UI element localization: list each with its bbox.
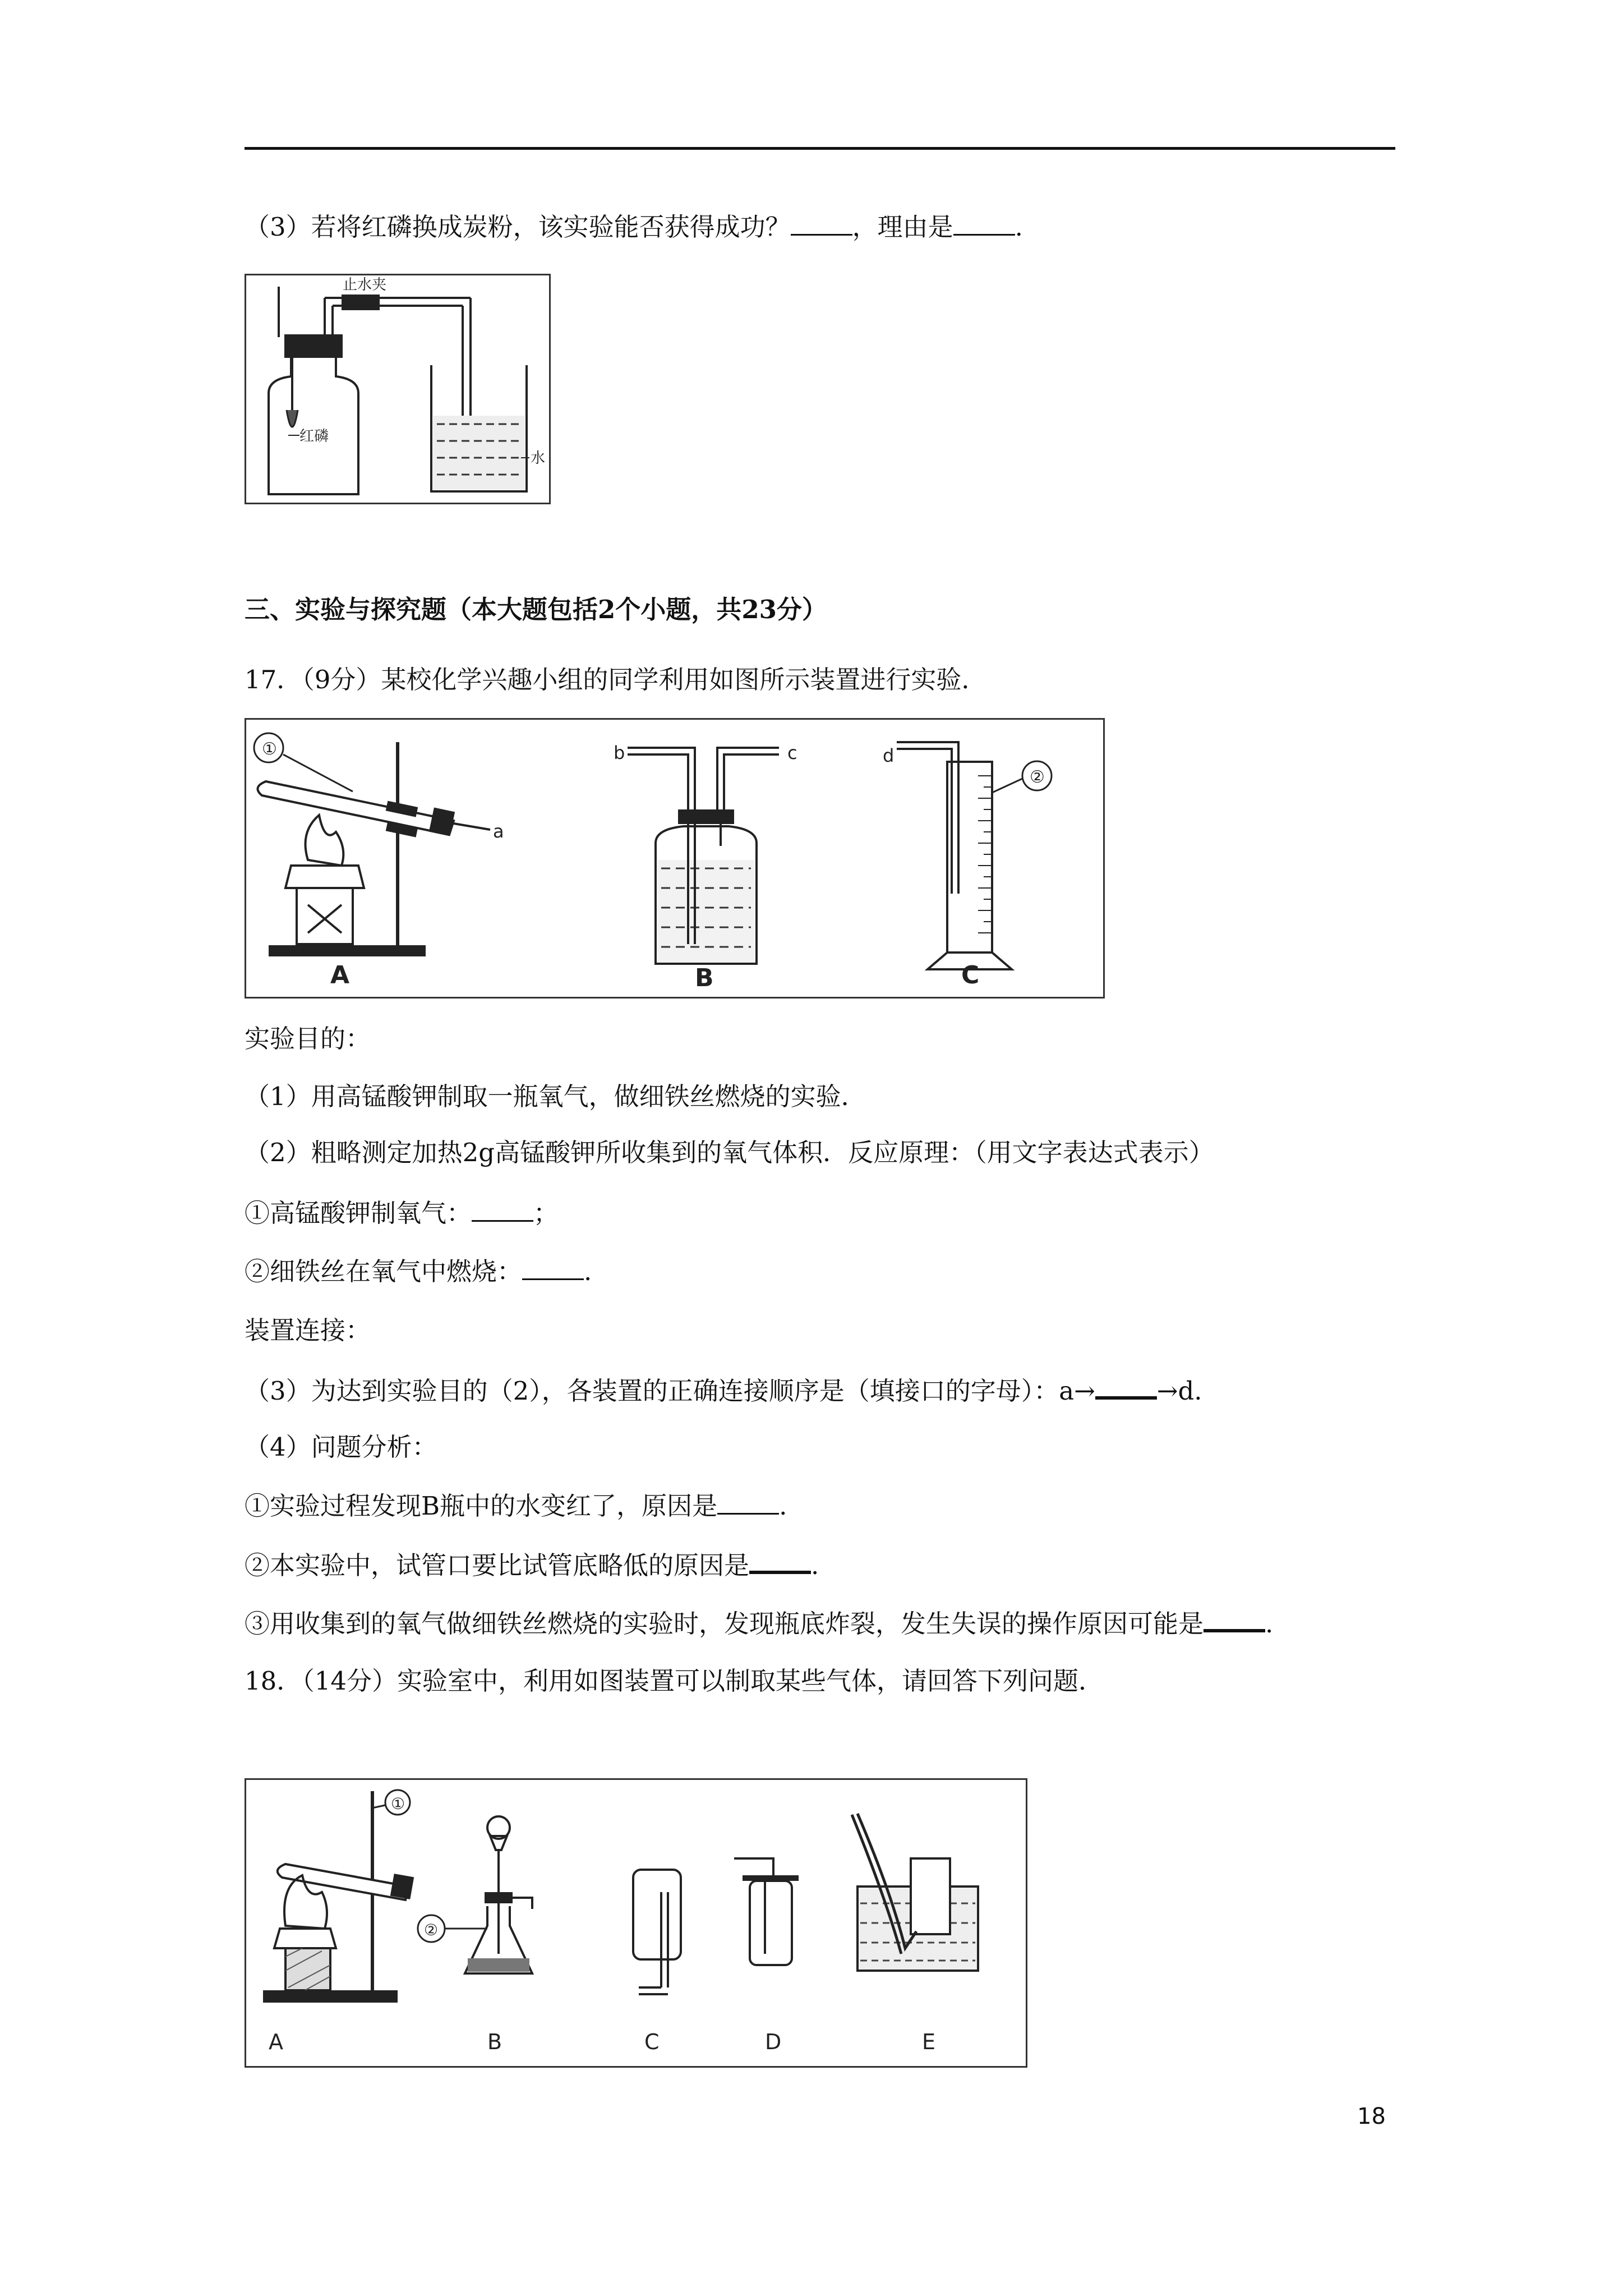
question-17-sub-2 (245, 1255, 592, 1289)
section-heading: 三、实验与探究题（本大题包括2个小题，共23分） (245, 595, 827, 624)
water-label: 水 (531, 450, 546, 467)
oxygen-collection-apparatus-figure (245, 718, 1105, 999)
fig3-label-C: C (644, 2030, 660, 2054)
fig3-label-D: D (765, 2030, 782, 2054)
page-number: 18 (1357, 2104, 1386, 2129)
experiment-aim-label: 实验目的： (245, 1024, 371, 1053)
answer-blank[interactable] (1204, 1605, 1265, 1632)
question-16-part-3 (245, 210, 1023, 244)
port-d-label: d (883, 745, 895, 766)
aim-item-1: （1）用高锰酸钾制取一瓶氧气，做细铁丝燃烧的实验． (245, 1082, 866, 1111)
clamp-label: 止水夹 (343, 277, 387, 293)
question-text: . (584, 1257, 592, 1286)
question-17-part-4: （4）问题分析： (245, 1432, 437, 1462)
question-17-stem: 17．（9分）某校化学兴趣小组的同学利用如图所示装置进行实验． (245, 665, 987, 694)
gas-preparation-apparatus-figure (245, 1778, 1027, 2068)
port-c-label: c (787, 742, 797, 763)
circle-2-label: ② (1030, 767, 1045, 787)
port-b-label: b (614, 742, 625, 763)
question-text: ； (533, 1198, 559, 1228)
port-a-label: a (493, 821, 504, 842)
label-C: C (961, 961, 980, 990)
question-text: （3）若将红磷换成炭粉，该实验能否获得成功？ (245, 212, 791, 242)
label-A: A (330, 961, 350, 990)
question-text: . (779, 1491, 787, 1521)
question-text: ②本实验中，试管口要比试管底略低的原因是 (245, 1550, 750, 1580)
question-text: ②细铁丝在氧气中燃烧： (245, 1257, 523, 1286)
question-text: ，理由是 (852, 212, 953, 242)
question-text: . (1265, 1609, 1274, 1639)
fig3-circle-1: ① (391, 1795, 405, 1813)
question-text: （3）为达到实验目的（2），各装置的正确连接顺序是（填接口的字母）：a→ (245, 1376, 1095, 1406)
analysis-1 (245, 1489, 787, 1523)
question-17-sub-1 (245, 1197, 559, 1230)
question-17-part-3 (245, 1373, 1202, 1408)
device-connection-label: 装置连接： (245, 1315, 371, 1345)
aim-item-2: （2）粗略测定加热2g高锰酸钾所收集到的氧气体积．反应原理：（用文字表达式表示） (245, 1138, 1214, 1167)
analysis-2 (245, 1547, 819, 1582)
question-text: ③用收集到的氧气做细铁丝燃烧的实验时，发现瓶底炸裂，发生失误的操作原因可能是 (245, 1609, 1204, 1639)
fig3-label-B: B (487, 2030, 502, 2054)
red-phosphorus-label: 红磷 (299, 428, 329, 445)
answer-blank[interactable] (791, 210, 852, 236)
red-phosphorus-apparatus-figure (245, 274, 551, 504)
question-text: →d. (1156, 1376, 1202, 1406)
answer-blank[interactable] (749, 1547, 811, 1574)
question-18-stem: 18．（14分）实验室中，利用如图装置可以制取某些气体，请回答下列问题． (245, 1666, 1104, 1696)
fig3-label-A: A (269, 2030, 283, 2054)
answer-blank[interactable] (472, 1197, 533, 1222)
question-text: . (1015, 212, 1023, 242)
circle-1-label: ① (262, 739, 277, 759)
header-rule (245, 147, 1395, 150)
answer-blank[interactable] (1095, 1373, 1157, 1400)
fig3-circle-2: ② (424, 1921, 439, 1939)
question-text: . (811, 1550, 819, 1580)
answer-blank[interactable] (953, 210, 1015, 236)
answer-blank[interactable] (522, 1255, 584, 1280)
fig3-label-E: E (922, 2030, 936, 2054)
analysis-3 (245, 1605, 1273, 1641)
question-text: ①实验过程发现B瓶中的水变红了，原因是 (245, 1491, 718, 1521)
question-text: ①高锰酸钾制氧气： (245, 1198, 472, 1228)
label-B: B (695, 964, 714, 992)
answer-blank[interactable] (717, 1489, 779, 1515)
